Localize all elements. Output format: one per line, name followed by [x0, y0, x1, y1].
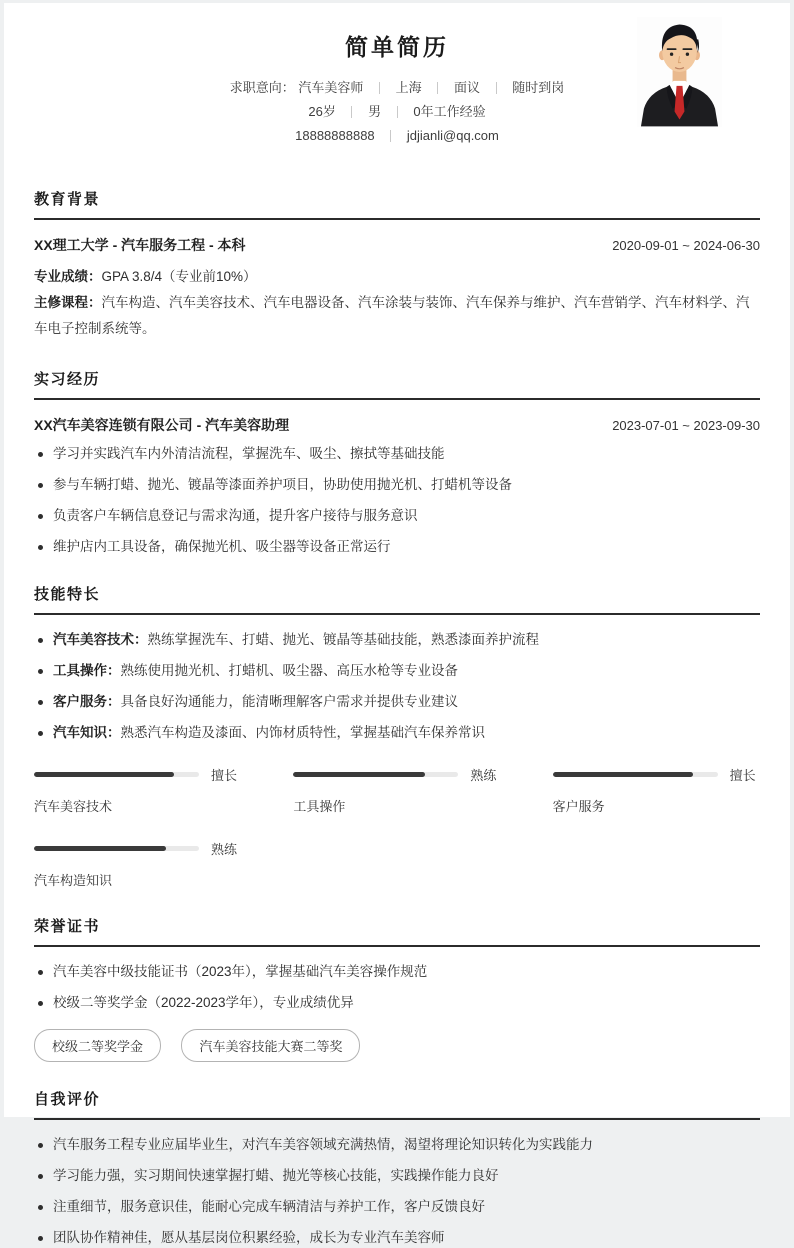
gpa-value: GPA 3.8/4（专业前10%） — [101, 269, 257, 284]
list-item: 维护店内工具设备，确保抛光机、吸尘器等设备正常运行 — [34, 537, 760, 557]
section-heading-skills: 技能特长 — [34, 583, 760, 615]
section-internship — [34, 368, 760, 557]
evaluation-bullet-list — [34, 1135, 760, 1248]
divider — [437, 82, 438, 94]
job-intent-position: 汽车美容师 — [298, 80, 364, 95]
skill-label: 工具操作： — [53, 663, 121, 678]
skill-bar-fill — [293, 772, 425, 777]
skill-bar-name: 汽车构造知识 — [34, 873, 113, 888]
skill-text: 具备良好沟通能力，能清晰理解客户需求并提供专业建议 — [120, 694, 458, 709]
education-courses-line — [34, 290, 760, 342]
skill-level-label: 熟练 — [470, 768, 497, 783]
skill-bar-fill — [34, 846, 166, 851]
skill-text: 熟练掌握洗车、打蜡、抛光、镀晶等基础技能，熟悉漆面养护流程 — [147, 632, 539, 647]
education-entry-header — [34, 235, 760, 255]
internship-bullet-list — [34, 444, 760, 557]
skill-bar-name: 工具操作 — [293, 799, 346, 814]
experience-text: 0年工作经验 — [413, 104, 486, 119]
skill-bar-name: 汽车美容技术 — [34, 799, 113, 814]
skill-bar-track — [34, 772, 199, 777]
section-heading-self-evaluation: 自我评价 — [34, 1088, 760, 1120]
list-item: 负责客户车辆信息登记与需求沟通，提升客户接待与服务意识 — [34, 506, 760, 526]
skill-level-label: 熟练 — [211, 842, 238, 857]
list-item — [34, 661, 760, 681]
courses-label: 主修课程： — [34, 295, 102, 310]
job-intent-city: 上海 — [395, 80, 422, 95]
page-title: 简单简历 — [345, 34, 449, 60]
honor-badge: 汽车美容技能大赛二等奖 — [181, 1029, 360, 1062]
skill-level-label: 擅长 — [729, 768, 756, 783]
skill-bar-name: 客户服务 — [552, 799, 605, 814]
education-school-degree: XX理工大学 - 汽车服务工程 - 本科 — [34, 237, 246, 253]
skill-label: 汽车美容技术： — [53, 632, 148, 647]
list-item: 团队协作精神佳，愿从基层岗位积累经验，成长为专业汽车美容师 — [34, 1228, 760, 1248]
skill-text: 熟练使用抛光机、打蜡机、吸尘器、高压水枪等专业设备 — [120, 663, 458, 678]
gender-text: 男 — [368, 104, 382, 119]
profile-photo — [637, 17, 722, 127]
skill-label: 客户服务： — [53, 694, 121, 709]
internship-dates: 2023-07-01 ~ 2023-09-30 — [612, 418, 760, 433]
email-text: jdjianli@qq.com — [406, 128, 499, 143]
internship-company-role: XX汽车美容连锁有限公司 - 汽车美容助理 — [34, 417, 290, 433]
contact-line — [34, 124, 760, 148]
list-item: 学习能力强，实习期间快速掌握打蜡、抛光等核心技能，实践操作能力良好 — [34, 1166, 760, 1186]
list-item: 汽车美容中级技能证书（2023年），掌握基础汽车美容操作规范 — [34, 962, 760, 982]
education-dates: 2020-09-01 ~ 2024-06-30 — [612, 238, 760, 253]
divider — [379, 82, 380, 94]
skill-bar — [34, 765, 241, 815]
skill-bar-fill — [34, 772, 174, 777]
job-intent-availability: 随时到岗 — [512, 80, 565, 95]
skill-bar-track — [293, 772, 458, 777]
honor-badges — [34, 1029, 760, 1062]
skills-bullet-list — [34, 630, 760, 743]
list-item — [34, 723, 760, 743]
skill-label: 汽车知识： — [53, 725, 121, 740]
honor-badge: 校级二等奖学金 — [34, 1029, 161, 1062]
skill-bar — [34, 839, 241, 889]
list-item — [34, 630, 760, 650]
divider — [351, 106, 352, 118]
list-item: 校级二等奖学金（2022-2023学年），专业成绩优异 — [34, 993, 760, 1013]
skill-level-label: 擅长 — [211, 768, 238, 783]
skill-bars-grid — [34, 765, 760, 889]
honors-bullet-list — [34, 962, 760, 1013]
education-gpa-line — [34, 264, 760, 290]
resume-header — [34, 29, 760, 162]
skill-bar — [293, 765, 500, 815]
skill-bar-fill — [553, 772, 693, 777]
skill-text: 熟悉汽车构造及漆面、内饰材质特性，掌握基础汽车保养常识 — [120, 725, 485, 740]
skill-bar-track — [34, 846, 199, 851]
list-item: 参与车辆打蜡、抛光、镀晶等漆面养护项目，协助使用抛光机、打蜡机等设备 — [34, 475, 760, 495]
section-self-evaluation — [34, 1088, 760, 1248]
section-honors — [34, 915, 760, 1062]
age-text: 26岁 — [308, 104, 336, 119]
job-intent-salary: 面议 — [453, 80, 480, 95]
section-education — [34, 188, 760, 342]
job-intent-label: 求职意向： — [229, 80, 295, 95]
skill-bar-track — [553, 772, 718, 777]
list-item: 汽车服务工程专业应届毕业生，对汽车美容领域充满热情，渴望将理论知识转化为实践能力 — [34, 1135, 760, 1155]
skill-bar — [553, 765, 760, 815]
list-item — [34, 692, 760, 712]
section-heading-honors: 荣誉证书 — [34, 915, 760, 947]
divider — [390, 130, 391, 142]
internship-entry-header — [34, 415, 760, 435]
phone-text: 18888888888 — [295, 128, 375, 143]
section-heading-education: 教育背景 — [34, 188, 760, 220]
list-item: 注重细节，服务意识佳，能耐心完成车辆清洁与养护工作，客户反馈良好 — [34, 1197, 760, 1217]
resume-page — [4, 3, 790, 1245]
section-skills — [34, 583, 760, 889]
divider — [397, 106, 398, 118]
gpa-label: 专业成绩： — [34, 269, 102, 284]
section-heading-internship: 实习经历 — [34, 368, 760, 400]
courses-value: 汽车构造、汽车美容技术、汽车电器设备、汽车涂装与装饰、汽车保养与维护、汽车营销学、汽车材料学、汽车电子控制系统等。 — [34, 295, 750, 336]
divider — [496, 82, 497, 94]
list-item: 学习并实践汽车内外清洁流程，掌握洗车、吸尘、擦拭等基础技能 — [34, 444, 760, 464]
avatar — [637, 17, 722, 127]
